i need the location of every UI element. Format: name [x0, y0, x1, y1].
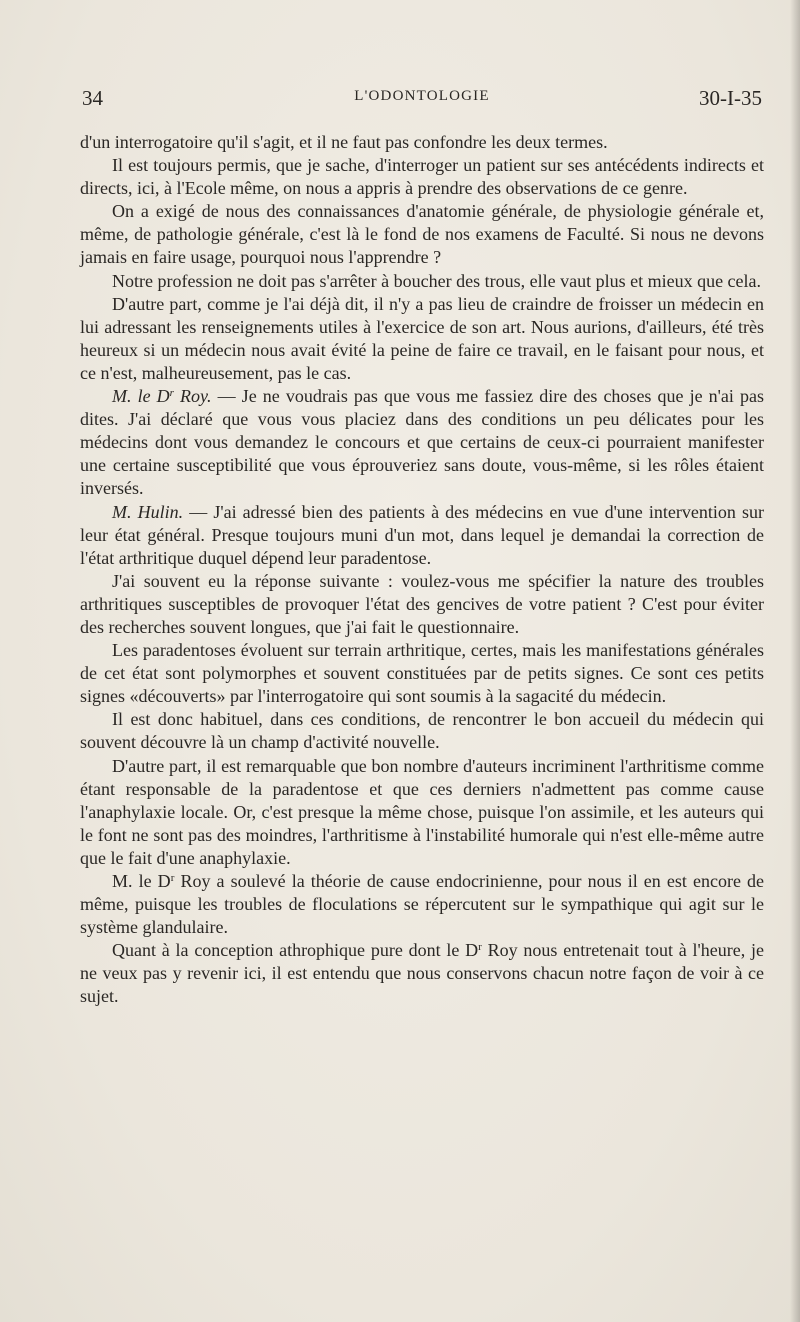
paragraph: Notre profession ne doit pas s'arrêter à boucher des trous, elle vaut plus et mieux que cela.	[112, 270, 762, 291]
paragraph: Les paradentoses évoluent sur terrain arthritique, certes, mais les manifestations générales de cet état sont polymorphes et souvent constituées par de petits signes. Ce sont ces petits signes «découverts» par l'interrogatoire qui sont soumis à la sagacité du médecin.	[80, 640, 764, 707]
paragraph: On a exigé de nous des connaissances d'anatomie générale, de physiologie générale et, même, de pathologie générale, c'est là le fond de nos examens de Faculté. Si nous ne devons jamais en faire usage, pourquoi nous l'apprendre ?	[80, 201, 764, 268]
paragraph-speaker-hulin: M. Hulin. — J'ai adressé bien des patients à des médecins en vue d'une intervention sur leur état général. Presque toujours muni d'un mot, dans lequel je demandai la correction de l'état arthritique duquel dépend leur paradentose.	[80, 501, 764, 568]
page-number: 34	[82, 86, 103, 110]
running-title: L'ODONTOLOGIE	[354, 88, 490, 104]
running-header	[82, 86, 762, 110]
paragraph: M. le $D^r$ Roy a soulevé la théorie de cause endocrinienne, pour nous il en est encore de même, puisque les troubles de floculations se répercutent sur le sympathique qui agit sur le système glandulaire.	[80, 871, 765, 938]
page-spine-shadow	[790, 0, 800, 1322]
paragraph-speaker-roy: M. le $D^r$ Roy. — Je ne voudrais pas que vous me fassiez dire des choses que je n'ai pas dites. J'ai déclaré que vous vous placiez dans des conditions un peu délicates pour les médecins dont vous demandez le concours et que certains de ceux-ci pourraient manifester une certaine susceptibilité que vous éprouveriez sans doute, vous-même, si les rôles étaient inversés.	[80, 386, 764, 499]
paragraph: Il est toujours permis, que je sache, d'interroger un patient sur ses antécédents indirects et directs, ici, à l'Ecole même, on nous a appris à prendre des observations de ce genre.	[80, 155, 764, 199]
body-text	[80, 131, 764, 1009]
paragraph: D'autre part, comme je l'ai déjà dit, il n'y a pas lieu de craindre de froisser un médecin en lui adressant les renseignements utiles à l'exercice de son art. Nous aurions, d'ailleurs, été très heureux si un médecin nous avait évité la peine de faire ce travail, en le faisant pour nous, et ce n'est, malheureusement, pas le cas.	[80, 293, 764, 383]
paragraph: J'ai souvent eu la réponse suivante : voulez-vous me spécifier la nature des troubles arthritiques susceptibles de provoquer l'état des gencives de votre patient ? C'est pour éviter des recherches souvent longues, que j'ai fait le questionnaire.	[80, 570, 764, 637]
speaker-name: M. le $D^r$ Roy.	[112, 386, 212, 407]
paragraph: Il est donc habituel, dans ces conditions, de rencontrer le bon accueil du médecin qui souvent découvre là un champ d'activité nouvelle.	[80, 709, 764, 753]
paragraph: d'un interrogatoire qu'il s'agit, et il ne faut pas confondre les deux termes.	[80, 132, 608, 152]
issue-date: 30-I-35	[699, 86, 762, 110]
paragraph: Quant à la conception athrophique pure dont le $D^r$ Roy nous entretenait tout à l'heure, je ne veux pas y revenir ici, il est entendu que nous conservons chacun notre façon de voir à ce sujet.	[80, 940, 764, 1007]
speaker-name: M. Hulin.	[112, 501, 184, 522]
paragraph: D'autre part, il est remarquable que bon nombre d'auteurs incriminent l'arthritisme comme étant responsable de la paradentose et que ces derniers n'admettent pas comme cause l'anaphylaxie locale. Or, c'est presque la même chose, puisque l'on assimile, et les auteurs qui le font ne sont pas des moindres, l'arthritisme à l'instabilité humorale qui n'est elle-même autre que le fait d'une anaphylaxie.	[80, 755, 764, 868]
